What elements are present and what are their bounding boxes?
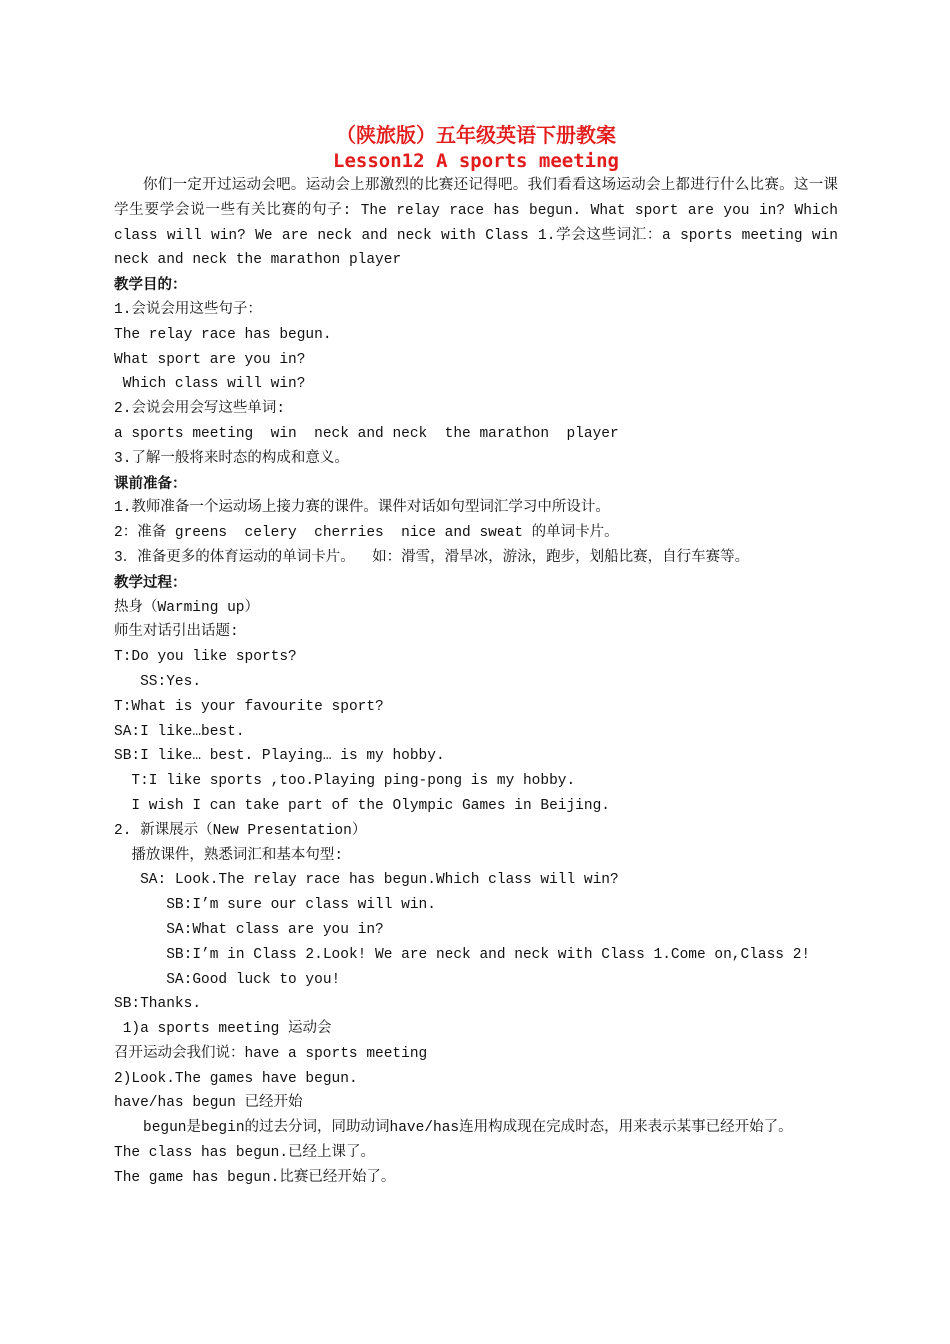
text-line: SB:Thanks. (114, 996, 202, 1013)
text-line: 召开运动会我们说：have a sports meeting (114, 1045, 428, 1062)
document-title: （陕旅版）五年级英语下册教案 (336, 123, 616, 147)
text-line: SB:I’m in Class 2.Look! We are neck and neck with Class 1.Come on,Class 2! (114, 946, 811, 963)
section-heading: 课前准备： (114, 475, 187, 492)
text-line: 1.教师准备一个运动场上接力赛的课件。课件对话如句型词汇学习中所设计。 (114, 500, 610, 517)
begun-note: begun是begin的过去分词，同助动词have/has连用构成现在完成时态，用来表示某事已经开始了。 (143, 1120, 793, 1137)
text-line: 热身（Warming up） (114, 599, 260, 616)
text-line: have/has begun 已经开始 (114, 1095, 303, 1112)
text-line: 1.会说会用这些句子： (114, 301, 262, 318)
text-line: SA:What class are you in? (114, 921, 384, 938)
text-line: Which class will win? (114, 376, 306, 393)
section-heading: 教学目的： (114, 277, 187, 294)
text-line: 师生对话引出话题: (114, 624, 239, 641)
text-line: I wish I can take part of the Olympic Games in Beijing. (114, 797, 610, 814)
intro-paragraph: 你们一定开过运动会吧。运动会上那激烈的比赛还记得吧。我们看看这场运动会上都进行什么比赛。这一课学生要学会说一些有关比赛的句子: The relay race has begun. What sport are you in? Which class will win? We are neck and neck with Class 1.学会这些词汇：a sports meeting win neck and neck the marathon player (114, 178, 838, 269)
text-line: 2. 新课展示（New Presentation） (114, 822, 367, 839)
text-line: SB:I’m sure our class will win. (114, 897, 436, 914)
text-line: The game has begun.比赛已经开始了。 (114, 1169, 396, 1186)
text-line: The class has begun.已经上课了。 (114, 1145, 376, 1162)
text-line: SB:I like… best. Playing… is my hobby. (114, 748, 445, 765)
text-line: 2：准备 greens celery cherries nice and sweat 的单词卡片。 (114, 525, 619, 542)
text-line: SA:I like…best. (114, 723, 245, 740)
text-line: 2.会说会用会写这些单词: (114, 401, 286, 418)
text-line: 1)a sports meeting 运动会 (114, 1021, 332, 1038)
text-line: What sport are you in? (114, 351, 306, 368)
text-line: The relay race has begun. (114, 326, 332, 343)
text-line: T:I like sports ,too.Playing ping-pong is my hobby. (114, 773, 576, 790)
text-line: 2)Look.The games have begun. (114, 1070, 358, 1087)
text-line: SA: Look.The relay race has begun.Which class will win? (114, 872, 619, 889)
text-line: 播放课件，熟悉词汇和基本句型: (114, 847, 344, 864)
text-line: SS:Yes. (114, 673, 202, 690)
text-line: SA:Good luck to you! (114, 971, 341, 988)
document-body (114, 122, 838, 1191)
section-heading: 教学过程： (114, 574, 187, 591)
lesson-title: Lesson12 A sports meeting (333, 150, 619, 172)
example-sentences (114, 1141, 838, 1191)
text-line: T:Do you like sports? (114, 649, 297, 666)
text-line: 3．准备更多的体育运动的单词卡片。 如：滑雪，滑旱冰，游泳，跑步，划船比赛，自行车赛等。 (114, 549, 750, 566)
text-line: 3.了解一般将来时态的构成和意义。 (114, 450, 349, 467)
text-line: a sports meeting win neck and neck the marathon player (114, 425, 619, 442)
lesson-plan-lines (114, 273, 838, 1116)
text-line: T:What is your favourite sport? (114, 698, 384, 715)
